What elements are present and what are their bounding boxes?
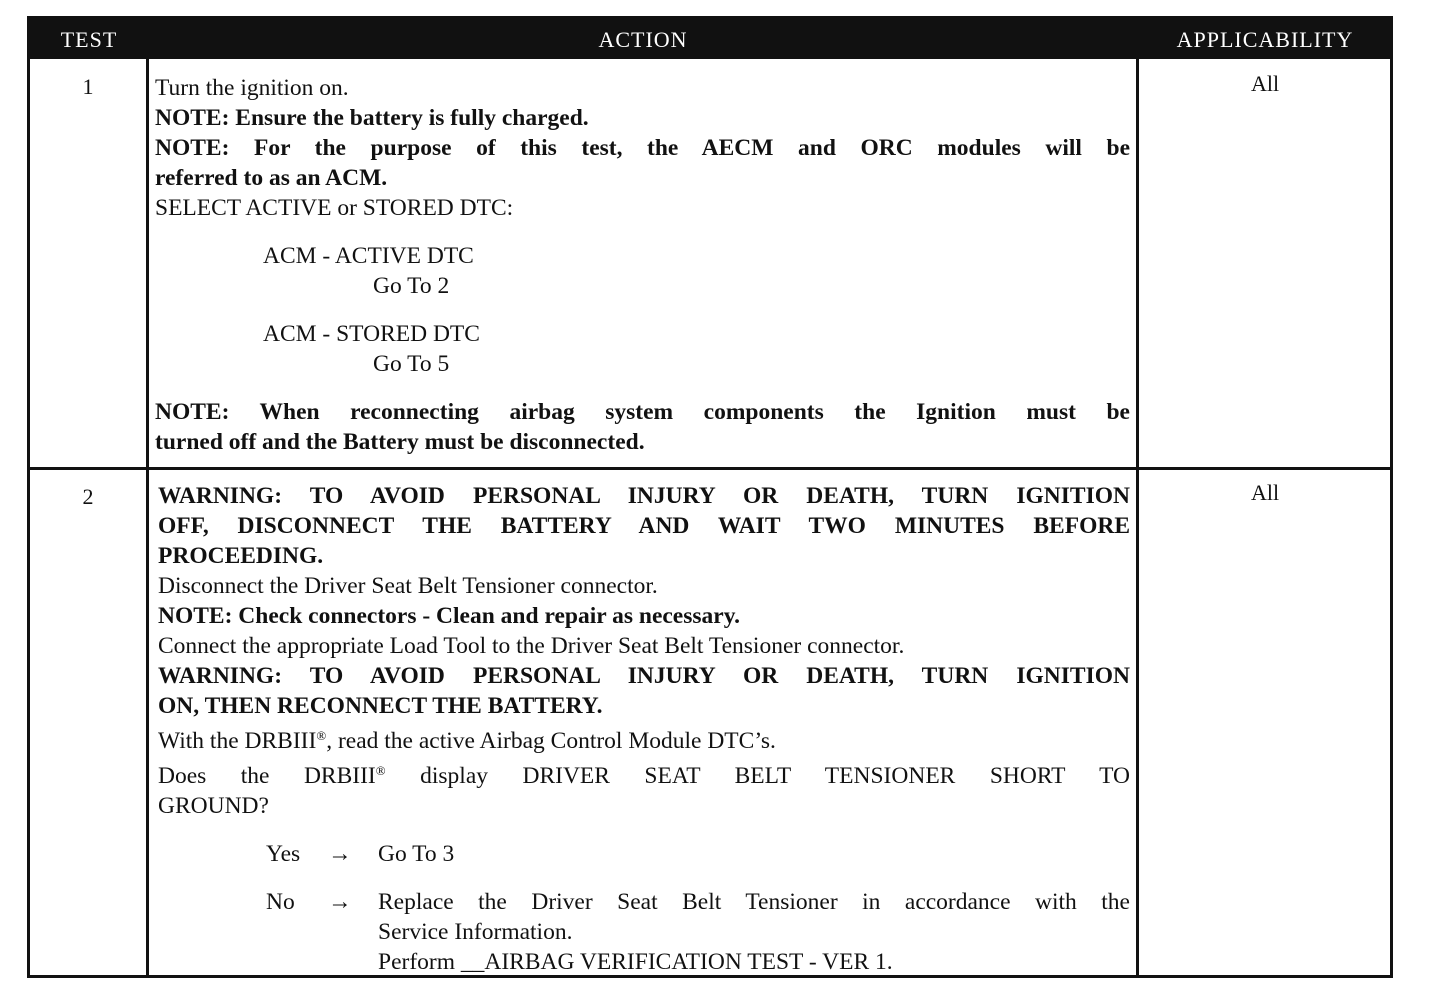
instruction: Connect the appropriate Load Tool to the Driver Seat Belt Tensioner connector. xyxy=(158,633,905,659)
registered-mark: ® xyxy=(375,763,386,778)
test-number-2: 2 xyxy=(82,484,94,509)
note: NOTE: When reconnecting airbag system components the Ignition must be xyxy=(155,399,1130,425)
warning: WARNING: TO AVOID PERSONAL INJURY OR DEATH, TURN IGNITION xyxy=(158,483,1130,509)
registered-mark: ® xyxy=(316,728,327,743)
verification-test-link[interactable]: Perform __AIRBAG VERIFICATION TEST - VER 1. xyxy=(378,949,893,975)
diagnostic-test-table xyxy=(27,16,1393,978)
warning: WARNING: TO AVOID PERSONAL INJURY OR DEATH, TURN IGNITION xyxy=(158,663,1130,689)
instruction: With the DRBIII®, read the active Airbag Control Module DTC’s. xyxy=(158,728,776,754)
answer-result: Go To 3 xyxy=(378,841,455,867)
instruction: Disconnect the Driver Seat Belt Tensioner connector. xyxy=(158,573,658,599)
answer-no xyxy=(158,887,1130,977)
answer-label: No xyxy=(266,889,295,915)
note: NOTE: Check connectors - Clean and repair as necessary. xyxy=(158,603,741,629)
note: referred to as an ACM. xyxy=(155,165,388,191)
note: NOTE: Ensure the battery is fully charged. xyxy=(155,105,589,131)
answer-yes xyxy=(158,839,1130,869)
row-divider xyxy=(30,467,1390,470)
warning: ON, THEN RECONNECT THE BATTERY. xyxy=(158,693,603,719)
arrow-right-icon: → xyxy=(328,889,352,915)
column-divider xyxy=(1136,59,1139,978)
goto-step: Go To 2 xyxy=(373,273,450,299)
select-prompt: SELECT ACTIVE or STORED DTC: xyxy=(155,195,514,221)
action-cell-1 xyxy=(155,73,1130,457)
warning: PROCEEDING. xyxy=(158,543,324,569)
answer-result: Replace the Driver Seat Belt Tensioner in accordance with the Service Information. Perform __AIRBAG VERIFICATION TEST - VER 1. xyxy=(378,889,1130,975)
applicability-2: All xyxy=(1250,480,1280,505)
question: GROUND? xyxy=(158,793,269,819)
warning: OFF, DISCONNECT THE BATTERY AND WAIT TWO MINUTES BEFORE xyxy=(158,513,1130,539)
note: turned off and the Battery must be disconnected. xyxy=(155,429,645,455)
answer-label: Yes xyxy=(266,841,301,867)
instruction: Turn the ignition on. xyxy=(155,75,349,101)
arrow-right-icon: → xyxy=(328,841,352,867)
header-action: ACTION xyxy=(598,27,688,52)
applicability-1: All xyxy=(1250,71,1280,96)
action-cell-2 xyxy=(158,481,1130,977)
note: NOTE: For the purpose of this test, the AECM and ORC modules will be xyxy=(155,135,1130,161)
header-test: TEST xyxy=(60,27,118,52)
header-applicability: APPLICABILITY xyxy=(1176,27,1354,52)
question: Does the DRBIII® display DRIVER SEAT BELT TENSIONER SHORT TO xyxy=(158,763,1130,789)
option-stored-dtc: ACM - STORED DTC xyxy=(263,321,480,347)
goto-step: Go To 5 xyxy=(373,351,450,377)
option-active-dtc: ACM - ACTIVE DTC xyxy=(263,243,474,269)
table-header xyxy=(30,19,1390,59)
column-divider xyxy=(146,59,149,978)
test-number-1: 1 xyxy=(82,74,94,99)
